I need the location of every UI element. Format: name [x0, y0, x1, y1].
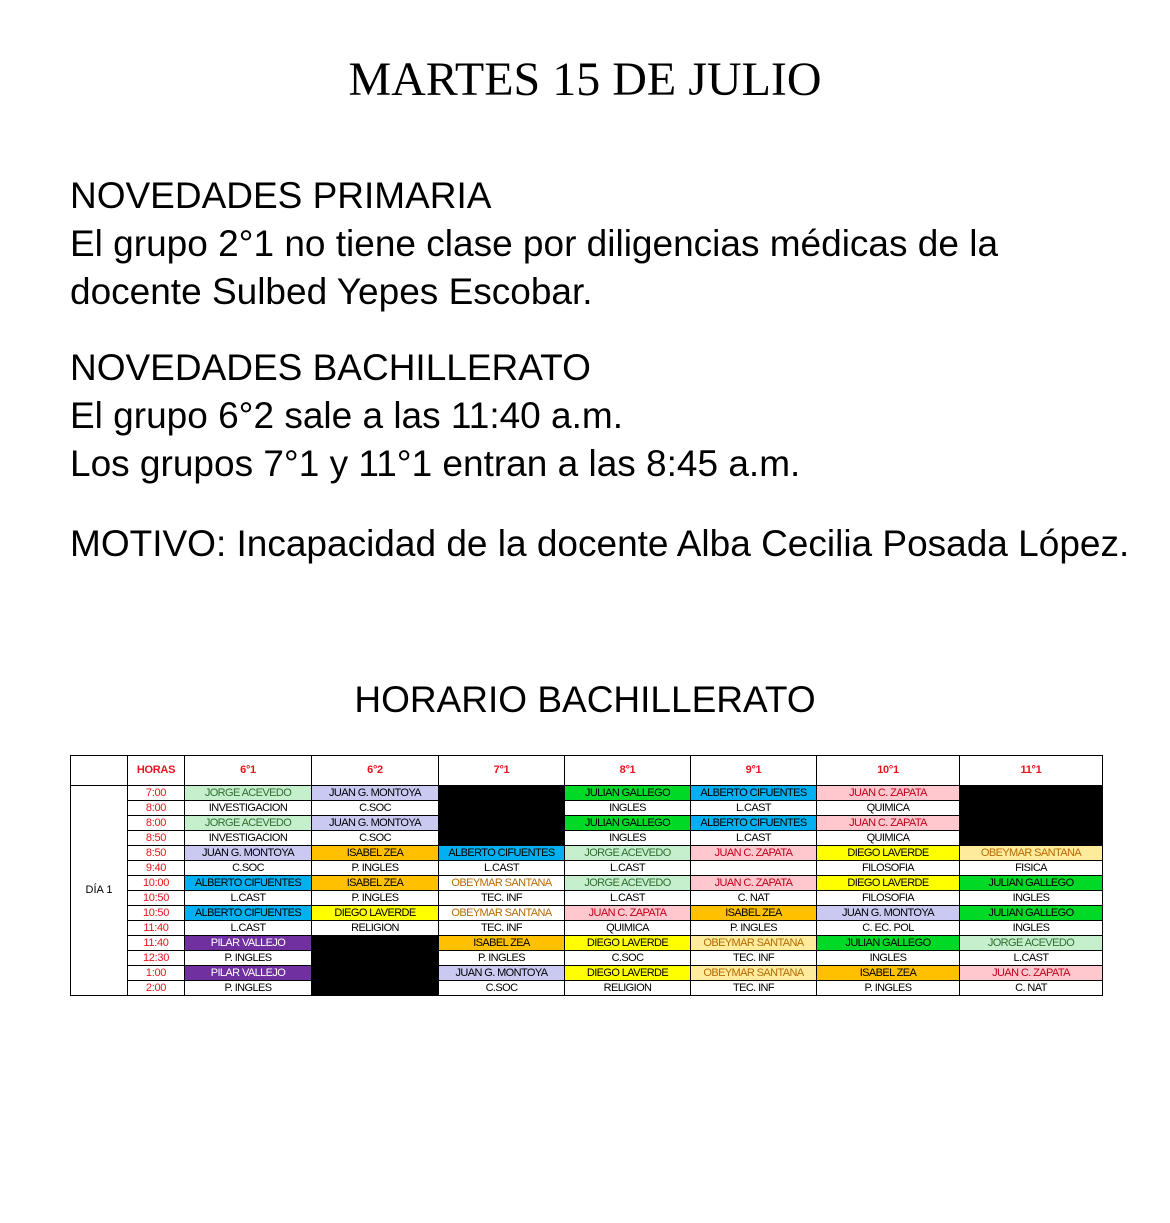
header-cell: 10°1: [817, 756, 960, 786]
schedule-cell: L.CAST: [691, 831, 817, 846]
schedule-cell: C. NAT: [691, 891, 817, 906]
schedule-cell: FISICA: [960, 861, 1103, 876]
hour-cell: 10:00: [128, 876, 185, 891]
schedule-cell: JORGE ACEVEDO: [565, 846, 691, 861]
schedule-cell: L.CAST: [185, 921, 312, 936]
header-cell: 7°1: [439, 756, 565, 786]
schedule-cell: [312, 951, 439, 966]
header-cell: 6°1: [185, 756, 312, 786]
schedule-cell: [691, 861, 817, 876]
schedule-cell: [312, 966, 439, 981]
header-cell: 9°1: [691, 756, 817, 786]
table-row: [71, 861, 1103, 876]
schedule-cell: P. INGLES: [439, 951, 565, 966]
schedule-cell: [439, 786, 565, 801]
schedule-cell: JUAN C. ZAPATA: [691, 846, 817, 861]
schedule-cell: INGLES: [817, 951, 960, 966]
schedule-cell: DIEGO LAVERDE: [817, 876, 960, 891]
schedule-cell: INGLES: [565, 801, 691, 816]
schedule-cell: OBEYMAR SANTANA: [439, 876, 565, 891]
schedule-cell: JUAN C. ZAPATA: [817, 816, 960, 831]
schedule-cell: [960, 801, 1103, 816]
table-row: [71, 846, 1103, 861]
schedule-cell: ALBERTO CIFUENTES: [439, 846, 565, 861]
schedule-cell: RELIGION: [312, 921, 439, 936]
schedule-cell: QUIMICA: [817, 801, 960, 816]
schedule-cell: P. INGLES: [185, 981, 312, 996]
schedule-cell: JORGE ACEVEDO: [960, 936, 1103, 951]
table-row: [71, 831, 1103, 846]
schedule-cell: JORGE ACEVEDO: [185, 816, 312, 831]
schedule-cell: [960, 786, 1103, 801]
bachillerato-heading: NOVEDADES BACHILLERATO: [70, 347, 591, 388]
schedule-cell: P. INGLES: [185, 951, 312, 966]
schedule-cell: INGLES: [960, 891, 1103, 906]
schedule-cell: [312, 981, 439, 996]
schedule-cell: INGLES: [565, 831, 691, 846]
hour-cell: 10:50: [128, 891, 185, 906]
schedule-cell: C.SOC: [312, 801, 439, 816]
schedule-cell: JULIAN GALLEGO: [565, 816, 691, 831]
schedule-cell: DIEGO LAVERDE: [817, 846, 960, 861]
table-row: [71, 981, 1103, 996]
schedule-cell: JULIAN GALLEGO: [960, 906, 1103, 921]
primaria-section: [70, 172, 1130, 316]
table-row: [71, 801, 1103, 816]
schedule-cell: FILOSOFIA: [817, 891, 960, 906]
schedule-cell: JUAN G. MONTOYA: [312, 816, 439, 831]
schedule-body: [71, 786, 1103, 996]
schedule-cell: INGLES: [960, 921, 1103, 936]
table-row: [71, 936, 1103, 951]
table-row: [71, 966, 1103, 981]
schedule-cell: L.CAST: [565, 891, 691, 906]
schedule-cell: P. INGLES: [312, 891, 439, 906]
schedule-header-row: [71, 756, 1103, 786]
page-title: MARTES 15 DE JULIO: [348, 53, 822, 106]
schedule-cell: C.SOC: [565, 951, 691, 966]
hour-cell: 11:40: [128, 921, 185, 936]
hour-cell: 9:40: [128, 861, 185, 876]
schedule-cell: RELIGION: [565, 981, 691, 996]
schedule-cell: P. INGLES: [312, 861, 439, 876]
schedule-cell: QUIMICA: [817, 831, 960, 846]
schedule-cell: JUAN C. ZAPATA: [960, 966, 1103, 981]
primaria-heading: NOVEDADES PRIMARIA: [70, 175, 492, 216]
bachillerato-section: [70, 344, 1130, 488]
schedule-cell: [312, 936, 439, 951]
schedule-cell: INVESTIGACION: [185, 801, 312, 816]
schedule-cell: ISABEL ZEA: [691, 906, 817, 921]
hour-cell: 8:50: [128, 846, 185, 861]
schedule-cell: ISABEL ZEA: [439, 936, 565, 951]
schedule-cell: JUAN G. MONTOYA: [185, 846, 312, 861]
schedule-cell: [439, 831, 565, 846]
schedule-cell: P. INGLES: [691, 921, 817, 936]
schedule-cell: C.SOC: [185, 861, 312, 876]
schedule-cell: TEC. INF: [691, 951, 817, 966]
schedule-cell: JUAN C. ZAPATA: [691, 876, 817, 891]
schedule-cell: JULIAN GALLEGO: [565, 786, 691, 801]
schedule-cell: JUAN C. ZAPATA: [817, 786, 960, 801]
schedule-cell: OBEYMAR SANTANA: [691, 966, 817, 981]
schedule-cell: L.CAST: [185, 891, 312, 906]
schedule-cell: TEC. INF: [439, 891, 565, 906]
schedule-cell: L.CAST: [691, 801, 817, 816]
schedule-cell: C.SOC: [439, 981, 565, 996]
table-row: [71, 921, 1103, 936]
schedule-cell: C. NAT: [960, 981, 1103, 996]
schedule-cell: [439, 816, 565, 831]
header-cell: HORAS: [128, 756, 185, 786]
schedule-cell: JUAN G. MONTOYA: [439, 966, 565, 981]
schedule-cell: ALBERTO CIFUENTES: [185, 876, 312, 891]
schedule-cell: ALBERTO CIFUENTES: [691, 786, 817, 801]
schedule-cell: JULIAN GALLEGO: [817, 936, 960, 951]
schedule-cell: PILAR VALLEJO: [185, 936, 312, 951]
schedule-cell: L.CAST: [439, 861, 565, 876]
schedule-cell: L.CAST: [960, 951, 1103, 966]
schedule-cell: TEC. INF: [691, 981, 817, 996]
schedule-table: [70, 755, 1103, 996]
schedule-cell: ALBERTO CIFUENTES: [185, 906, 312, 921]
schedule-cell: ISABEL ZEA: [817, 966, 960, 981]
schedule-cell: JUAN G. MONTOYA: [817, 906, 960, 921]
table-row: [71, 786, 1103, 801]
hour-cell: 8:50: [128, 831, 185, 846]
day-label: DÍA 1: [71, 786, 128, 996]
schedule-cell: FILOSOFIA: [817, 861, 960, 876]
bachillerato-line: El grupo 6°2 sale a las 11:40 a.m.: [70, 395, 623, 436]
hour-cell: 12:30: [128, 951, 185, 966]
schedule-title: HORARIO BACHILLERATO: [354, 679, 816, 720]
schedule-cell: ISABEL ZEA: [312, 876, 439, 891]
hour-cell: 1:00: [128, 966, 185, 981]
schedule-cell: [960, 831, 1103, 846]
schedule-cell: QUIMICA: [565, 921, 691, 936]
motivo-section: [70, 520, 1130, 568]
bachillerato-line: Los grupos 7°1 y 11°1 entran a las 8:45 a.m.: [70, 443, 801, 484]
schedule-cell: OBEYMAR SANTANA: [960, 846, 1103, 861]
schedule-cell: DIEGO LAVERDE: [312, 906, 439, 921]
table-row: [71, 816, 1103, 831]
header-cell: 8°1: [565, 756, 691, 786]
schedule-cell: ISABEL ZEA: [312, 846, 439, 861]
hour-cell: 11:40: [128, 936, 185, 951]
schedule-cell: PILAR VALLEJO: [185, 966, 312, 981]
hour-cell: 10:50: [128, 906, 185, 921]
hour-cell: 2:00: [128, 981, 185, 996]
header-cell: 11°1: [960, 756, 1103, 786]
schedule-cell: JUAN G. MONTOYA: [312, 786, 439, 801]
schedule-cell: C.SOC: [312, 831, 439, 846]
motivo-text: MOTIVO: Incapacidad de la docente Alba Cecilia Posada López.: [70, 523, 1130, 564]
schedule-cell: L.CAST: [565, 861, 691, 876]
schedule-cell: [439, 801, 565, 816]
schedule-cell: JORGE ACEVEDO: [185, 786, 312, 801]
schedule-cell: DIEGO LAVERDE: [565, 936, 691, 951]
table-row: [71, 906, 1103, 921]
schedule-cell: JORGE ACEVEDO: [565, 876, 691, 891]
schedule-cell: TEC. INF: [439, 921, 565, 936]
schedule-cell: P. INGLES: [817, 981, 960, 996]
schedule-cell: C. EC. POL: [817, 921, 960, 936]
schedule-cell: JULIAN GALLEGO: [960, 876, 1103, 891]
hour-cell: 7:00: [128, 786, 185, 801]
header-empty-cell: [71, 756, 128, 786]
hour-cell: 8:00: [128, 816, 185, 831]
schedule-cell: OBEYMAR SANTANA: [439, 906, 565, 921]
table-row: [71, 876, 1103, 891]
schedule-cell: JUAN C. ZAPATA: [565, 906, 691, 921]
schedule-cell: ALBERTO CIFUENTES: [691, 816, 817, 831]
table-row: [71, 891, 1103, 906]
schedule-cell: [960, 816, 1103, 831]
primaria-line: El grupo 2°1 no tiene clase por diligencias médicas de la docente Sulbed Yepes Escobar.: [70, 223, 999, 312]
schedule-cell: OBEYMAR SANTANA: [691, 936, 817, 951]
schedule-cell: INVESTIGACION: [185, 831, 312, 846]
table-row: [71, 951, 1103, 966]
header-cell: 6°2: [312, 756, 439, 786]
hour-cell: 8:00: [128, 801, 185, 816]
schedule-cell: DIEGO LAVERDE: [565, 966, 691, 981]
